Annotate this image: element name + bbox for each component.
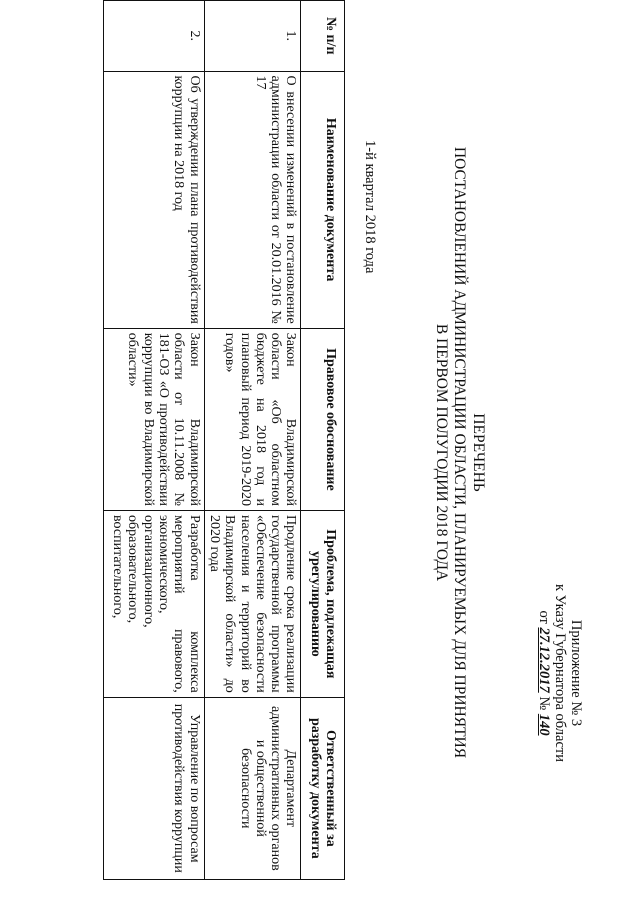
legal-basis: Закон Владимирской области «Об областном бюджете на 2018 год и плановый период 2019-2020 годов» <box>204 328 301 510</box>
row-number: 2. <box>103 1 204 72</box>
column-header-basis: Правовое обоснование <box>301 328 345 510</box>
appendix-block <box>536 543 584 803</box>
decree-number: 140 <box>536 713 552 736</box>
table-header-row <box>301 1 345 880</box>
problem-description: Разработка комплекса мероприятий правового, экономического, организационного, образовательного, воспитательного, <box>103 511 204 698</box>
appendix-reference: к Указу Губернатора области <box>552 584 568 762</box>
appendix-date-line <box>536 543 552 803</box>
document-subtitle-line1: ПОСТАНОВЛЕНИЙ АДМИНИСТРАЦИИ ОБЛАСТИ, ПЛАНИРУЕМЫХ ДЛЯ ПРИНЯТИЯ <box>451 146 468 759</box>
column-header-responsible: Ответственный за разработку документа <box>301 697 345 879</box>
table-row <box>103 1 204 880</box>
number-label: № <box>536 696 552 711</box>
document-subtitle-line2: В ПЕРВОМ ПОЛУГОДИИ 2018 ГОДА <box>433 323 450 582</box>
column-header-name: Наименование документа <box>301 71 345 328</box>
decree-date: 27.12.2017 <box>536 627 552 693</box>
table-row <box>204 1 301 880</box>
from-label: от <box>536 610 552 624</box>
appendix-title: Приложение № 3 <box>568 619 584 727</box>
quarter-heading: 1-й квартал 2018 года <box>362 140 378 274</box>
column-header-number: № п/п <box>301 1 345 72</box>
documents-table <box>103 0 345 880</box>
responsible-unit: Управление по вопросам противодействия коррупции <box>103 697 204 879</box>
document-name: О внесении изменений в постановление администрации области от 20.01.2016 № 17 <box>204 71 301 328</box>
problem-description: Продление срока реализации государственной программы «Обеспечение безопасности населения и территорий во Владимирской области» до 2020 года <box>204 511 301 698</box>
document-title: ПЕРЕЧЕНЬ <box>470 413 487 492</box>
responsible-unit: Департамент административных органов и общественной безопасности <box>204 697 301 879</box>
legal-basis: Закон Владимирской области от 10.11.2008 № 181-ОЗ «О противодействии коррупции во Владимирской области» <box>103 328 204 510</box>
column-header-problem: Проблема, подлежащая урегулированию <box>301 511 345 698</box>
document-name: Об утверждении плана противодействия коррупции на 2018 год <box>103 71 204 328</box>
row-number: 1. <box>204 1 301 72</box>
